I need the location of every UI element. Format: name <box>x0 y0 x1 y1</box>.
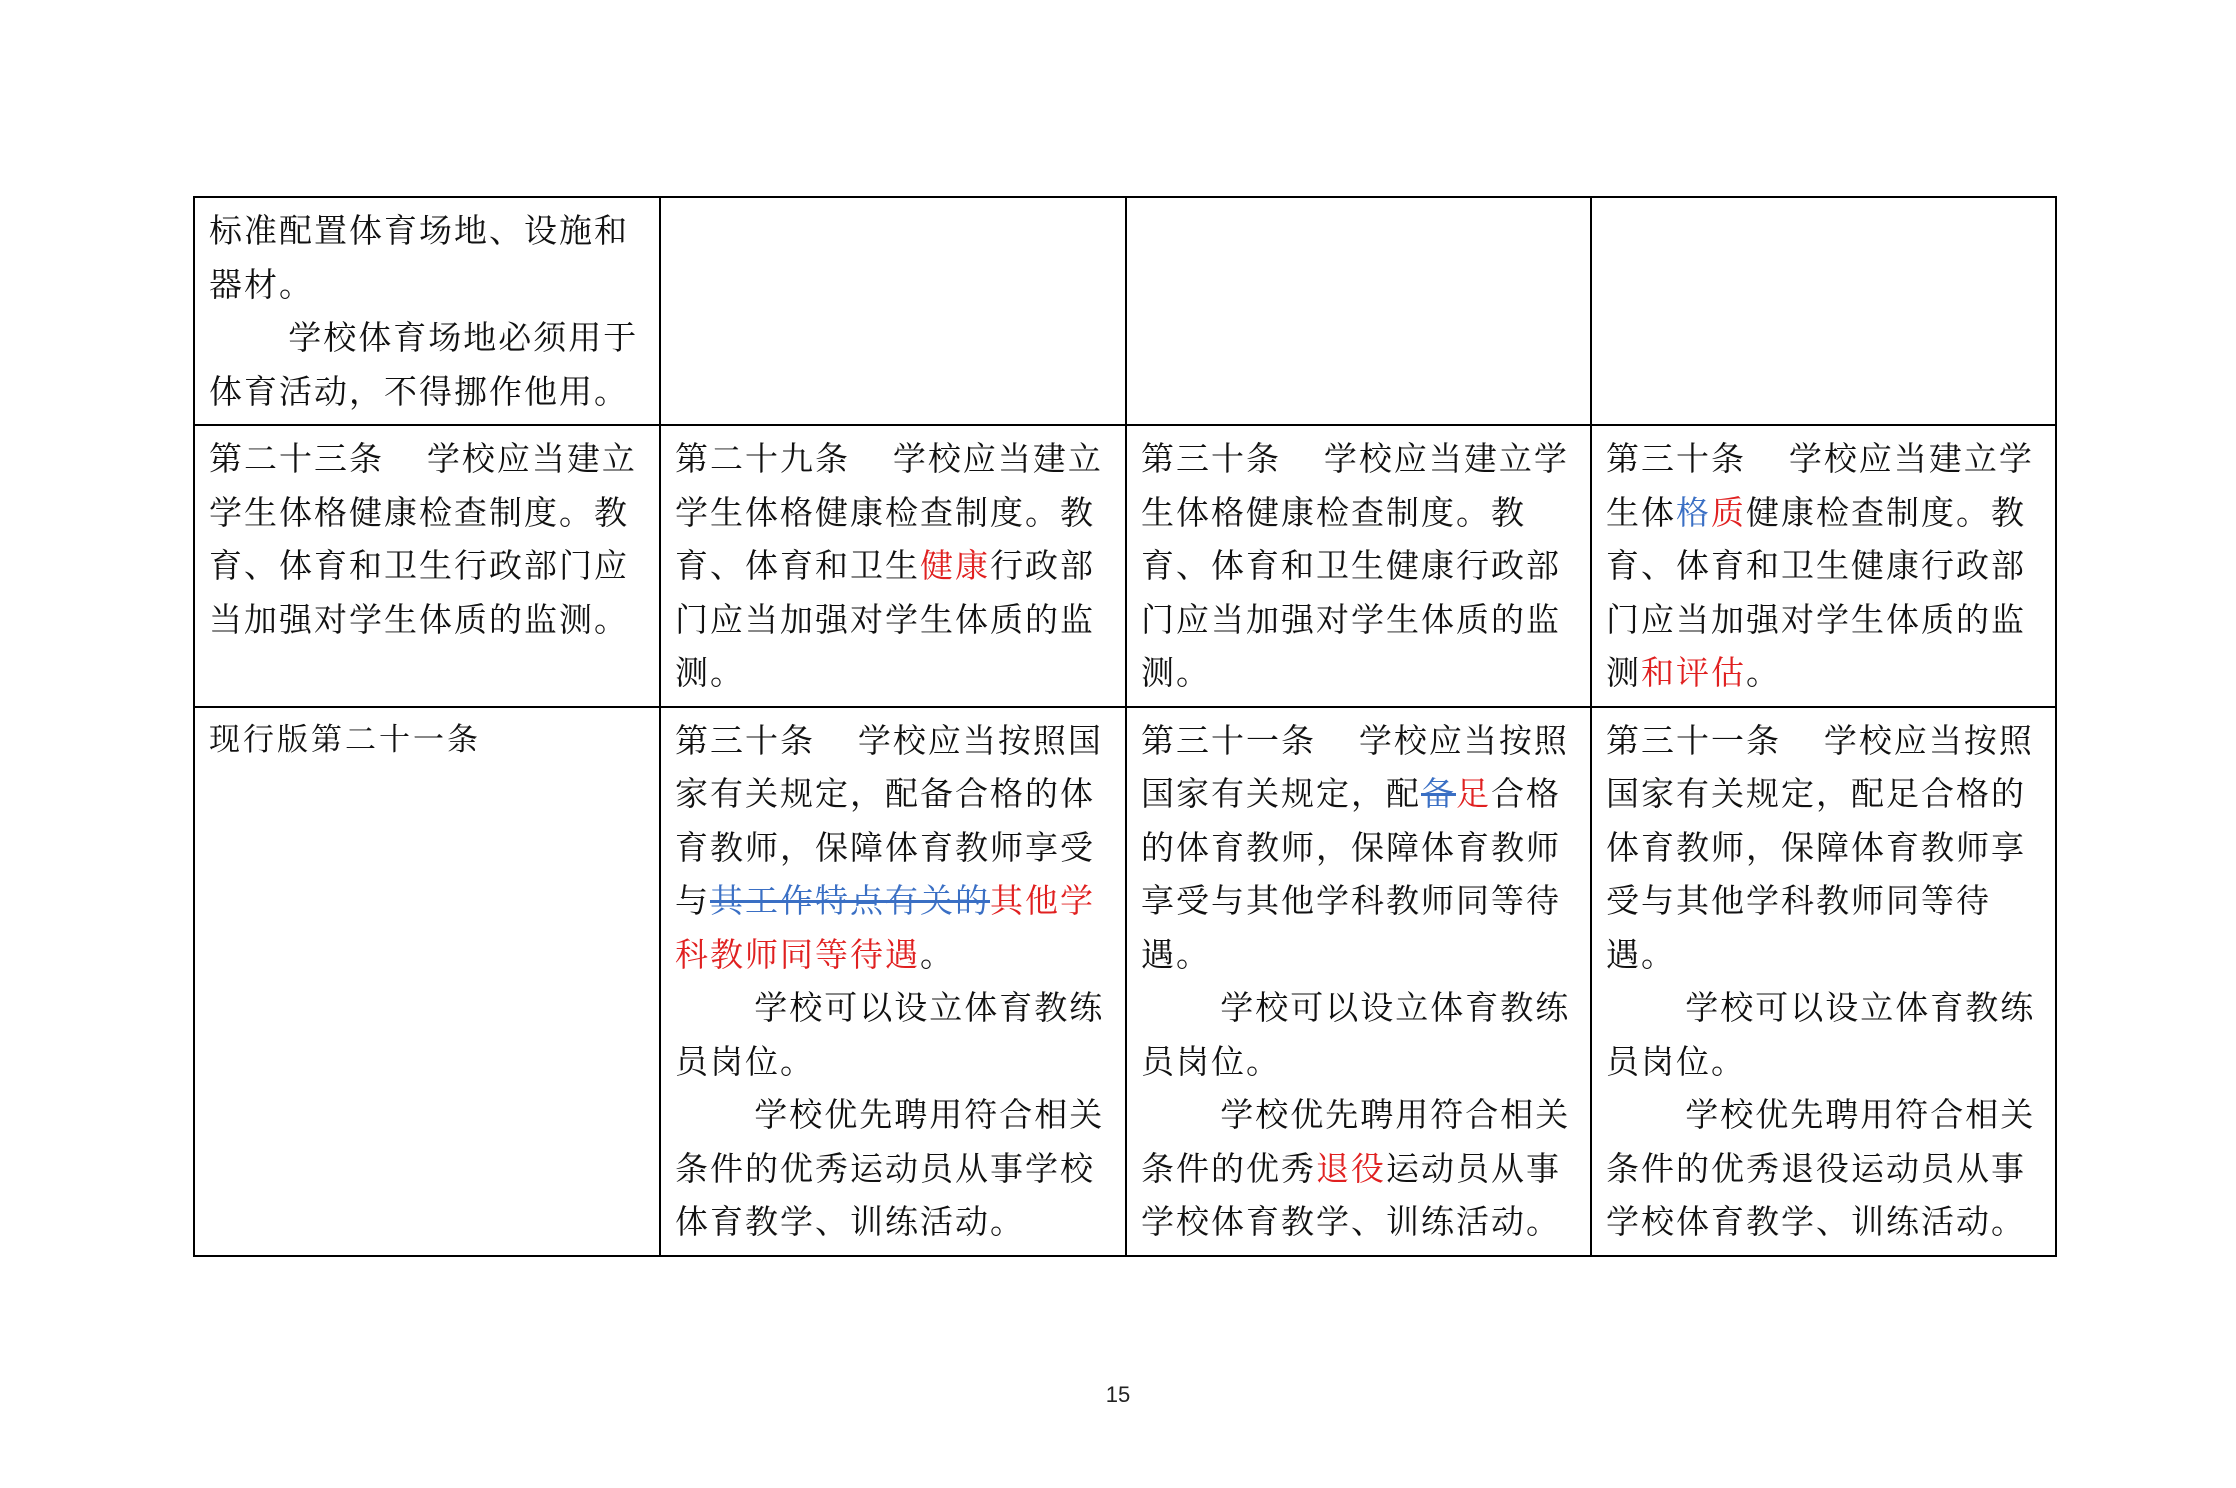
table-row <box>194 197 2056 425</box>
table-cell-original <box>194 425 660 707</box>
article-text: 学校应当按照国家有关规定，配备合格的体育教师，保障体育教师享受与 <box>675 720 1103 920</box>
inserted-text: 健康 <box>920 546 990 585</box>
article-text: 学校应当建立学生体 <box>1606 439 2034 532</box>
table-cell-draft <box>660 707 1126 1256</box>
inserted-text: 足 <box>1456 774 1491 813</box>
article-paragraph <box>1606 432 2041 700</box>
table-cell-revision <box>1126 707 1591 1256</box>
paragraph: 学校可以设立体育教练员岗位。 <box>1606 988 2036 1081</box>
article-text: 学校应当建立学生体格健康检查制度。教育、体育和卫生健康行政部门应当加强对学生体质的监测。 <box>1141 439 1569 692</box>
marked-text: 格 <box>1676 492 1711 532</box>
article-text: 学校应当建立学生体格健康检查制度。教育、体育和卫生行政部门应当加强对学生体质的监测。 <box>209 439 637 639</box>
article-text: 合格的体育教师，保障体育教师享受与其他学科教师同等待遇。 <box>1141 774 1561 974</box>
article-number: 第三十条 <box>1141 439 1281 478</box>
article-number: 第二十三条 <box>209 439 384 478</box>
article-paragraph <box>675 714 1111 982</box>
paragraph: 学校可以设立体育教练员岗位。 <box>675 988 1105 1081</box>
table-row <box>194 707 2056 1256</box>
comparison-table <box>193 196 2057 1257</box>
article-text: 学校应当按照国家有关规定，配 <box>1141 720 1569 813</box>
article-paragraph <box>1606 714 2041 982</box>
table-cell-empty <box>1591 197 2056 425</box>
paragraph: 学校体育场地必须用于体育活动，不得挪作他用。 <box>209 318 639 411</box>
article-text: 学校应当建立学生体格健康检查制度。教育、体育和卫生 <box>675 439 1103 585</box>
table-cell-original <box>194 707 660 1256</box>
article-text: 行政部门应当加强对学生体质的监测。 <box>675 546 1095 692</box>
article-number: 第三十条 <box>675 720 815 760</box>
article-paragraph <box>1141 1088 1576 1249</box>
article-paragraph <box>1141 432 1576 700</box>
table-cell-original <box>194 197 660 425</box>
article-number: 第三十一条 <box>1141 720 1316 760</box>
paragraph: 学校优先聘用符合相关条件的优秀退役运动员从事学校体育教学、训练活动。 <box>1606 1095 2036 1241</box>
page-number: 15 <box>1105 1382 1131 1407</box>
inserted-text: 和评估 <box>1641 653 1746 692</box>
table-row <box>194 425 2056 707</box>
inserted-text: 其他学科教师同等待遇 <box>675 881 1095 974</box>
article-text: 学校应当按照国家有关规定，配足合格的体育教师，保障体育教师享受与其他学科教师同等待遇。 <box>1606 720 2034 974</box>
article-paragraph <box>209 432 645 646</box>
article-text: 。 <box>1746 653 1781 692</box>
table-cell-final <box>1591 425 2056 707</box>
article-number: 第三十条 <box>1606 439 1746 478</box>
article-paragraph <box>1141 714 1576 982</box>
article-text: 。 <box>920 934 955 974</box>
article-number: 第二十九条 <box>675 439 850 478</box>
table-cell-empty <box>660 197 1126 425</box>
table-cell-draft <box>660 425 1126 707</box>
article-text: 学校优先聘用符合相关条件的优秀 <box>1141 1095 1571 1188</box>
deleted-text: 备 <box>1421 774 1456 813</box>
article-text: 健康检查制度。教育、体育和卫生健康行政部门应当加强对学生体质的监测 <box>1606 492 2026 692</box>
table-cell-final <box>1591 707 2056 1256</box>
inserted-text: 质 <box>1711 492 1746 532</box>
article-paragraph <box>675 432 1111 700</box>
article-text: 运动员从事学校体育教学、训练活动。 <box>1141 1148 1561 1241</box>
deleted-text: 其工作特点有关的 <box>710 881 990 920</box>
paragraph: 学校可以设立体育教练员岗位。 <box>1141 988 1571 1081</box>
article-number: 第三十一条 <box>1606 720 1781 760</box>
inserted-text: 退役 <box>1316 1148 1386 1188</box>
table-cell-empty <box>1126 197 1591 425</box>
table-cell-revision <box>1126 425 1591 707</box>
current-version-label: 现行版第二十一条 <box>209 721 481 758</box>
paragraph: 标准配置体育场地、设施和器材。 <box>209 211 629 304</box>
paragraph: 学校优先聘用符合相关条件的优秀运动员从事学校体育教学、训练活动。 <box>675 1095 1105 1241</box>
